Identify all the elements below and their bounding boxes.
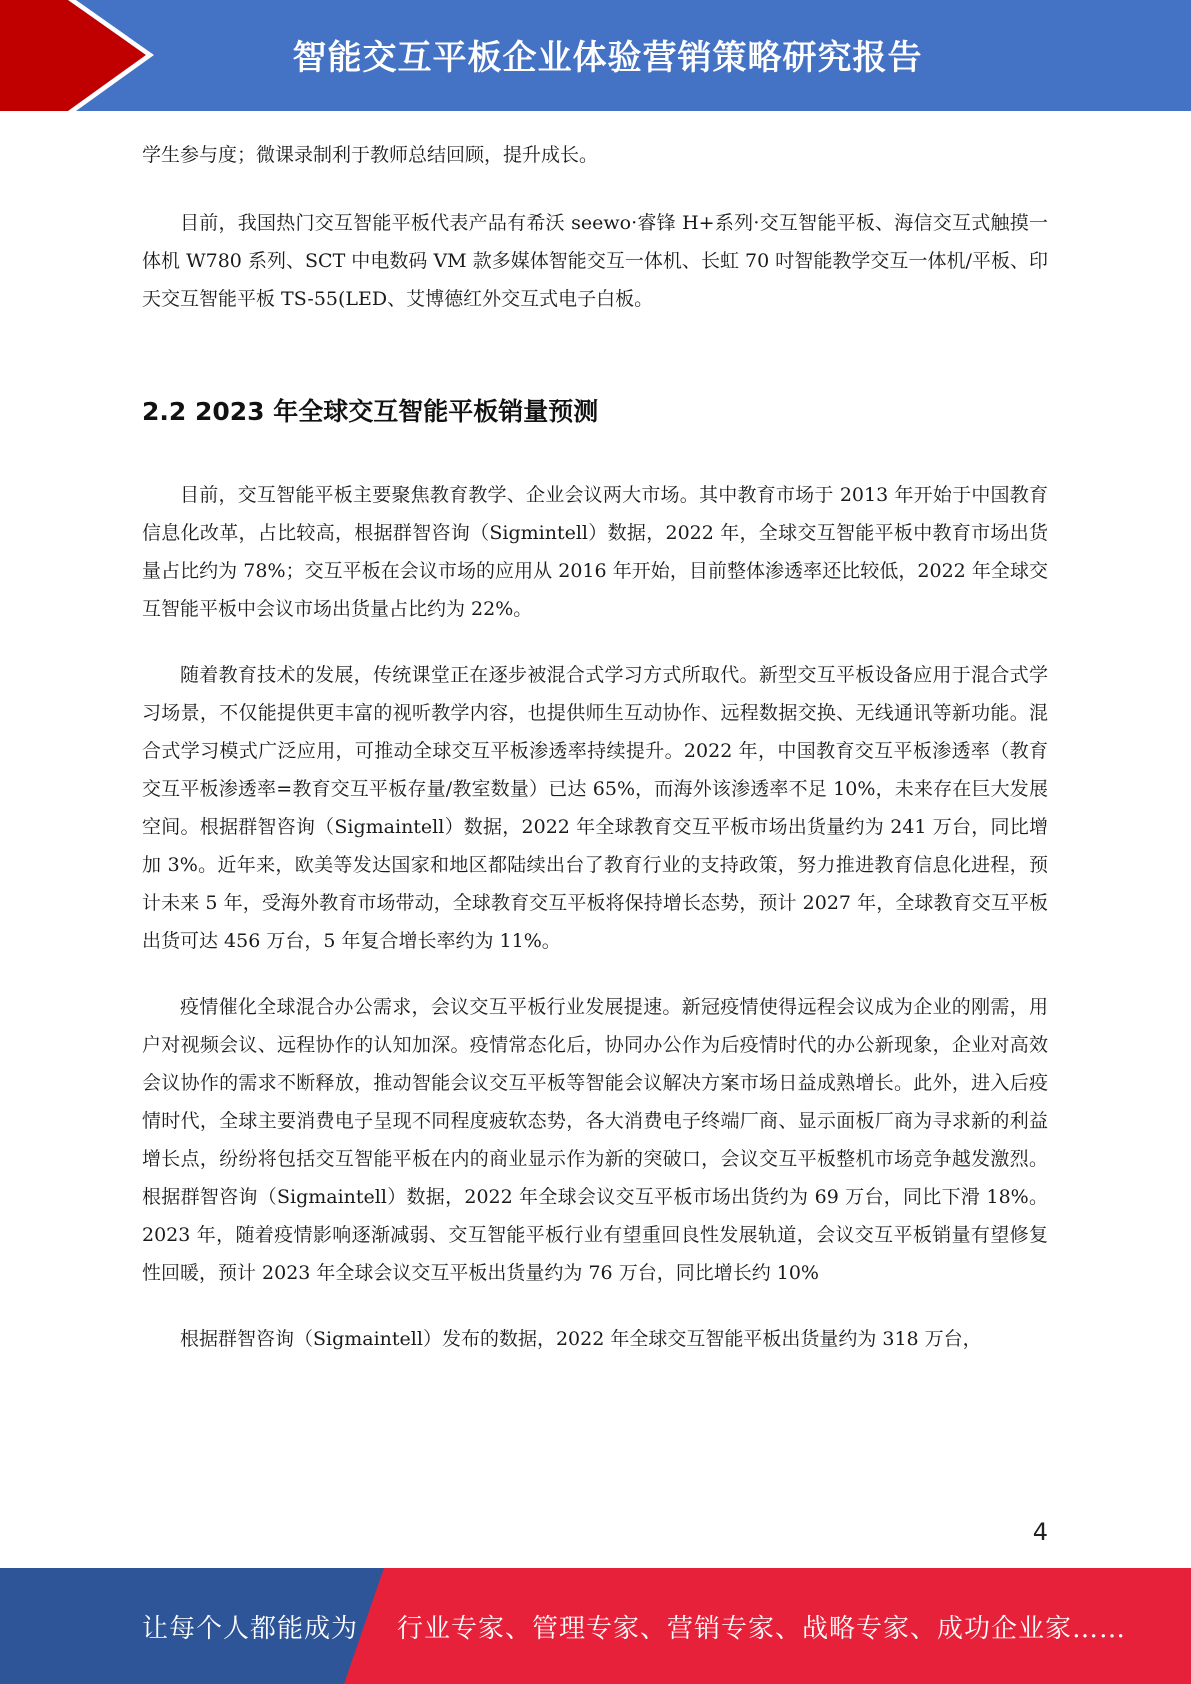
page-footer: [0, 1568, 1191, 1684]
section-heading: 2.2 2023 年全球交互智能平板销量预测: [142, 397, 599, 426]
paragraph-5: 疫情催化全球混合办公需求，会议交互平板行业发展提速。新冠疫情使得远程会议成为企业的刚需，用户对视频会议、远程协作的认知加深。疫情常态化后，协同办公作为后疫情时代的办公新现象，企业对高效会议协作的需求不断释放，推动智能会议交互平板等智能会议解决方案市场日益成熟增长。此外，进入后疫情时代，全球主要消费电子呈现不同程度疲软态势，各大消费电子终端厂商、显示面板厂商为寻求新的利益增长点，纷纷将包括交互智能平板在内的商业显示作为新的突破口，会议交互平板整机市场竞争越发激烈。根据群智咨询（Sigmaintell）数据，2022 年全球会议交互平板市场出货约为 69 万台，同比下滑 18%。2023 年，随着疫情影响逐渐减弱、交互智能平板行业有望重回良性发展轨道，会议交互平板销量有望修复性回暖，预计 2023 年全球会议交互平板出货量约为 76 万台，同比增长约 10%: [142, 996, 1048, 1284]
page-header: [0, 0, 1191, 111]
paragraph-6: 根据群智咨询（Sigmaintell）发布的数据，2022 年全球交互智能平板出货量约为 318 万台，: [180, 1328, 982, 1350]
header-title: 智能交互平板企业体验营销策略研究报告: [292, 37, 923, 78]
paragraph-4: 随着教育技术的发展，传统课堂正在逐步被混合式学习方式所取代。新型交互平板设备应用于混合式学习场景，不仅能提供更丰富的视听教学内容，也提供师生互动协作、远程数据交换、无线通讯等新功能。混合式学习模式广泛应用，可推动全球交互平板渗透率持续提升。2022 年，中国教育交互平板渗透率（教育交互平板渗透率=教育交互平板存量/教室数量）已达 65%，而海外该渗透率不足 10%，未来存在巨大发展空间。根据群智咨询（Sigmaintell）数据，2022 年全球教育交互平板市场出货量约为 241 万台，同比增加 3%。近年来，欧美等发达国家和地区都陆续出台了教育行业的支持政策，努力推进教育信息化进程，预计未来 5 年，受海外教育市场带动，全球教育交互平板将保持增长态势，预计 2027 年，全球教育交互平板出货可达 456 万台，5 年复合增长率约为 11%。: [142, 664, 1048, 952]
paragraph-3: 目前，交互智能平板主要聚焦教育教学、企业会议两大市场。其中教育市场于 2013 年开始于中国教育信息化改革，占比较高，根据群智咨询（Sigmintell）数据，2022 年，全球交互智能平板中教育市场出货量占比约为 78%；交互平板在会议市场的应用从 2016 年开始，目前整体渗透率还比较低，2022 年全球交互智能平板中会议市场出货量占比约为 22%。: [142, 484, 1048, 620]
footer-slogan-right: 行业专家、管理专家、营销专家、战略专家、成功企业家……: [397, 1613, 1127, 1644]
page-number: 4: [1032, 1518, 1048, 1546]
paragraph-2: 目前，我国热门交互智能平板代表产品有希沃 seewo·睿锋 H+系列·交互智能平板、海信交互式触摸一体机 W780 系列、SCT 中电数码 VM 款多媒体智能交互一体机、长虹 70 吋智能教学交互一体机/平板、印天交互智能平板 TS-55(LED、艾博德红外交互式电子白板。: [142, 212, 1048, 310]
document-body: [142, 136, 1048, 1358]
paragraph-1: 学生参与度；微课录制利于教师总结回顾，提升成长。: [142, 144, 599, 166]
footer-slogan-left: 让每个人都能成为: [142, 1613, 359, 1644]
